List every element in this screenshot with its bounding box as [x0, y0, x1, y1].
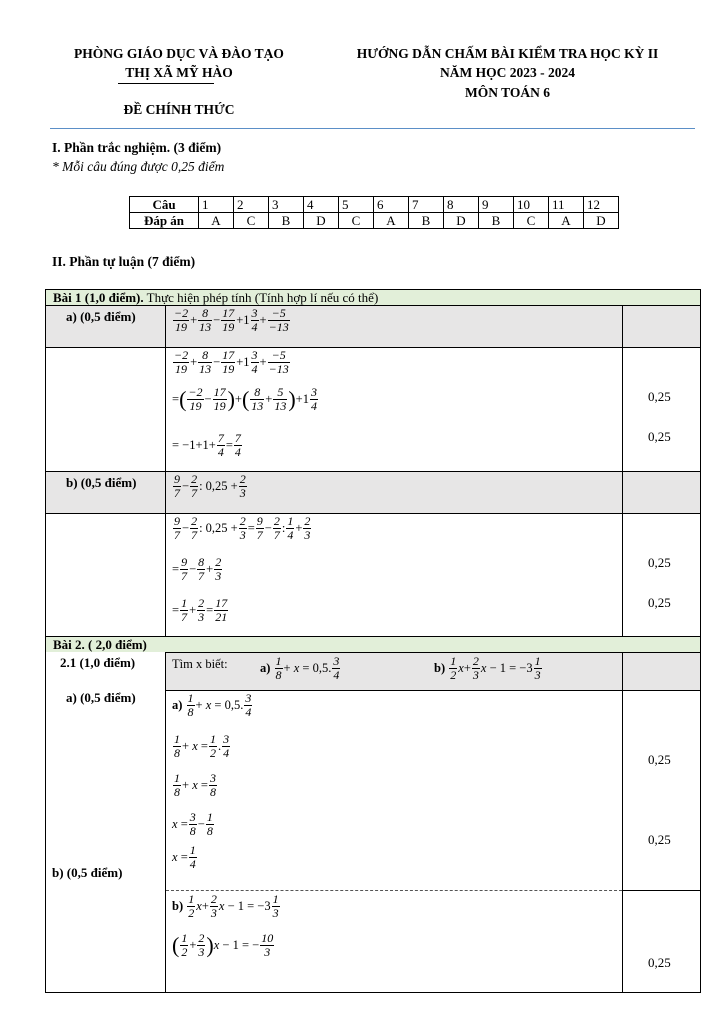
score: 0,25: [648, 955, 671, 970]
score: 0,25: [648, 595, 671, 610]
bai1-title-rest: Thực hiện phép tính (Tính hợp lí nếu có thể): [143, 290, 379, 305]
header-left-line2: THỊ XÃ MỸ HÀO: [125, 65, 233, 80]
answer-table: [129, 196, 619, 229]
part1-title: I. Phần trắc nghiệm. (3 điểm): [52, 140, 222, 155]
bai2-title: Bài 2. ( 2,0 điểm): [53, 637, 147, 652]
answer-cell: A: [549, 213, 584, 229]
header-right-line3: MÔN TOÁN 6: [464, 85, 550, 100]
question-number: 4: [304, 197, 339, 213]
bai2-b-label: b) (0,5 điểm): [52, 865, 123, 880]
label-a: a): [260, 661, 271, 675]
bai1-a-bg: [46, 306, 700, 347]
answer-cell: D: [584, 213, 619, 229]
bai1-a-step3: = −1+1+ $\frac{7}{4}$ = $\frac{7}{4}$: [172, 431, 241, 459]
bai2-b-step2: ( $\frac{1}{2}$ + $\frac{2}{3}$ )x − 1 = − $\frac{10}{3}$: [172, 931, 274, 959]
answer-cell: B: [479, 213, 514, 229]
question-number: 10: [514, 197, 549, 213]
question-number: 9: [479, 197, 514, 213]
question-number: 12: [584, 197, 619, 213]
score: 0,25: [648, 752, 671, 767]
header-left-line3: ĐỀ CHÍNH THỨC: [123, 102, 235, 117]
header-left-line1: PHÒNG GIÁO DỤC VÀ ĐÀO TẠO: [74, 46, 284, 61]
label-b: b): [434, 661, 446, 675]
row-line-dashed: [166, 890, 622, 891]
score: 0,25: [648, 832, 671, 847]
bai2-a-step1: a) $\frac{1}{8}$ + x = 0,5. $\frac{3}{4}$: [172, 691, 252, 719]
header-right-line2: NĂM HỌC 2023 - 2024: [440, 65, 575, 80]
bai1-a-step2: =( $\frac{-2}{19}$ − $\frac{17}{19}$ )+( $\frac{8}{13}$ + $\frac{5}{13}$ )+1 $\frac{3}{4}$: [172, 385, 317, 413]
bai1-a-label: a) (0,5 điểm): [66, 309, 136, 324]
bai1-b-expression: $\frac{9}{7}$ − $\frac{2}{7}$ : 0,25 + $\frac{2}{3}$: [174, 472, 246, 500]
row-label-cau: Câu: [130, 197, 199, 213]
label-b: b): [172, 899, 184, 913]
row-line: [45, 513, 701, 514]
col-line-1: [165, 305, 166, 636]
bai2-a-step3: $\frac{1}{8}$ + x = $\frac{3}{8}$: [174, 771, 216, 799]
col-line-1b: [165, 652, 166, 993]
bai2-1-label: 2.1 (1,0 điểm): [60, 655, 136, 670]
bai2-a-step5: x = $\frac{1}{4}$: [172, 843, 196, 871]
row-line: [45, 347, 701, 348]
question-number: 6: [374, 197, 409, 213]
answer-cell: A: [374, 213, 409, 229]
question-number: 5: [339, 197, 374, 213]
bai2-a-step4: x = $\frac{3}{8}$ − $\frac{1}{8}$: [172, 810, 213, 838]
col-line-2: [622, 305, 623, 636]
bai1-b-label: b) (0,5 điểm): [66, 475, 137, 490]
part2-title: II. Phần tự luận (7 điểm): [52, 254, 196, 269]
answer-cell: A: [199, 213, 234, 229]
score: 0,25: [648, 389, 671, 404]
answer-cell: C: [514, 213, 549, 229]
question-number: 3: [269, 197, 304, 213]
answer-cell: B: [409, 213, 444, 229]
score: 0,25: [648, 555, 671, 570]
answer-table-row-questions: [130, 197, 619, 213]
col-line-2b: [622, 652, 623, 993]
question-number: 1: [199, 197, 234, 213]
label-a: a): [172, 698, 183, 712]
header-divider: [50, 128, 695, 129]
header-underline: [118, 83, 214, 84]
answer-cell: C: [234, 213, 269, 229]
row-label-dap-an: Đáp án: [130, 213, 199, 229]
bai2-1-problem: [172, 655, 228, 672]
bai1-b-bg: [46, 472, 700, 513]
answer-table-row-answers: [130, 213, 619, 229]
question-number: 11: [549, 197, 584, 213]
answer-cell: D: [304, 213, 339, 229]
row-line: [622, 890, 701, 891]
answer-cell: C: [339, 213, 374, 229]
bai1-title-bold: Bài 1 (1,0 điểm).: [53, 290, 144, 305]
bai2-1-bg: [166, 653, 700, 690]
bai1-b-step2: = $\frac{9}{7}$ − $\frac{8}{7}$ + $\frac{2}{3}$: [172, 555, 222, 583]
question-number: 2: [234, 197, 269, 213]
bai1-a-expression: $\frac{-2}{19}$ + $\frac{8}{13}$ − $\frac{17}{19}$ +1 $\frac{3}{4}$ + $\frac{-5}{-13}$: [174, 306, 289, 334]
bai2-1-problem-b: b) $\frac{1}{2}$ x+ $\frac{2}{3}$ x − 1 = −3 $\frac{1}{3}$: [434, 654, 541, 682]
header-right-line1: HƯỚNG DẪN CHẤM BÀI KIỂM TRA HỌC KỲ II: [356, 46, 659, 61]
bai1-title: [53, 290, 378, 306]
score: 0,25: [648, 429, 671, 444]
part1-note: * Mỗi câu đúng được 0,25 điểm: [52, 159, 225, 174]
bai2-a-step2: $\frac{1}{8}$ + x = $\frac{1}{2}$ . $\frac{3}{4}$: [174, 732, 230, 760]
bai1-b-step3: = $\frac{1}{7}$ + $\frac{2}{3}$ = $\frac{17}{21}$: [172, 596, 228, 624]
question-number: 7: [409, 197, 444, 213]
tim-x-label: Tìm x biết:: [172, 656, 228, 671]
bai1-b-step1: $\frac{9}{7}$ − $\frac{2}{7}$ : 0,25 + $\frac{2}{3}$ = $\frac{9}{7}$ − $\frac{2}{7}$ : $\frac{1}{4}$ + $\frac{2}{3}$: [174, 514, 311, 542]
bai2-b-step1: b) $\frac{1}{2}$ x+ $\frac{2}{3}$ x − 1 = −3 $\frac{1}{3}$: [172, 892, 279, 920]
answer-cell: B: [269, 213, 304, 229]
answer-cell: D: [444, 213, 479, 229]
bai1-a-step1: $\frac{-2}{19}$ + $\frac{8}{13}$ − $\frac{17}{19}$ +1 $\frac{3}{4}$ + $\frac{-5}{-13}$: [174, 348, 289, 376]
bai2-a-label: a) (0,5 điểm): [66, 690, 136, 705]
question-number: 8: [444, 197, 479, 213]
bai2-1-problem-a: a) $\frac{1}{8}$ + x = 0,5. $\frac{3}{4}$: [260, 654, 340, 682]
